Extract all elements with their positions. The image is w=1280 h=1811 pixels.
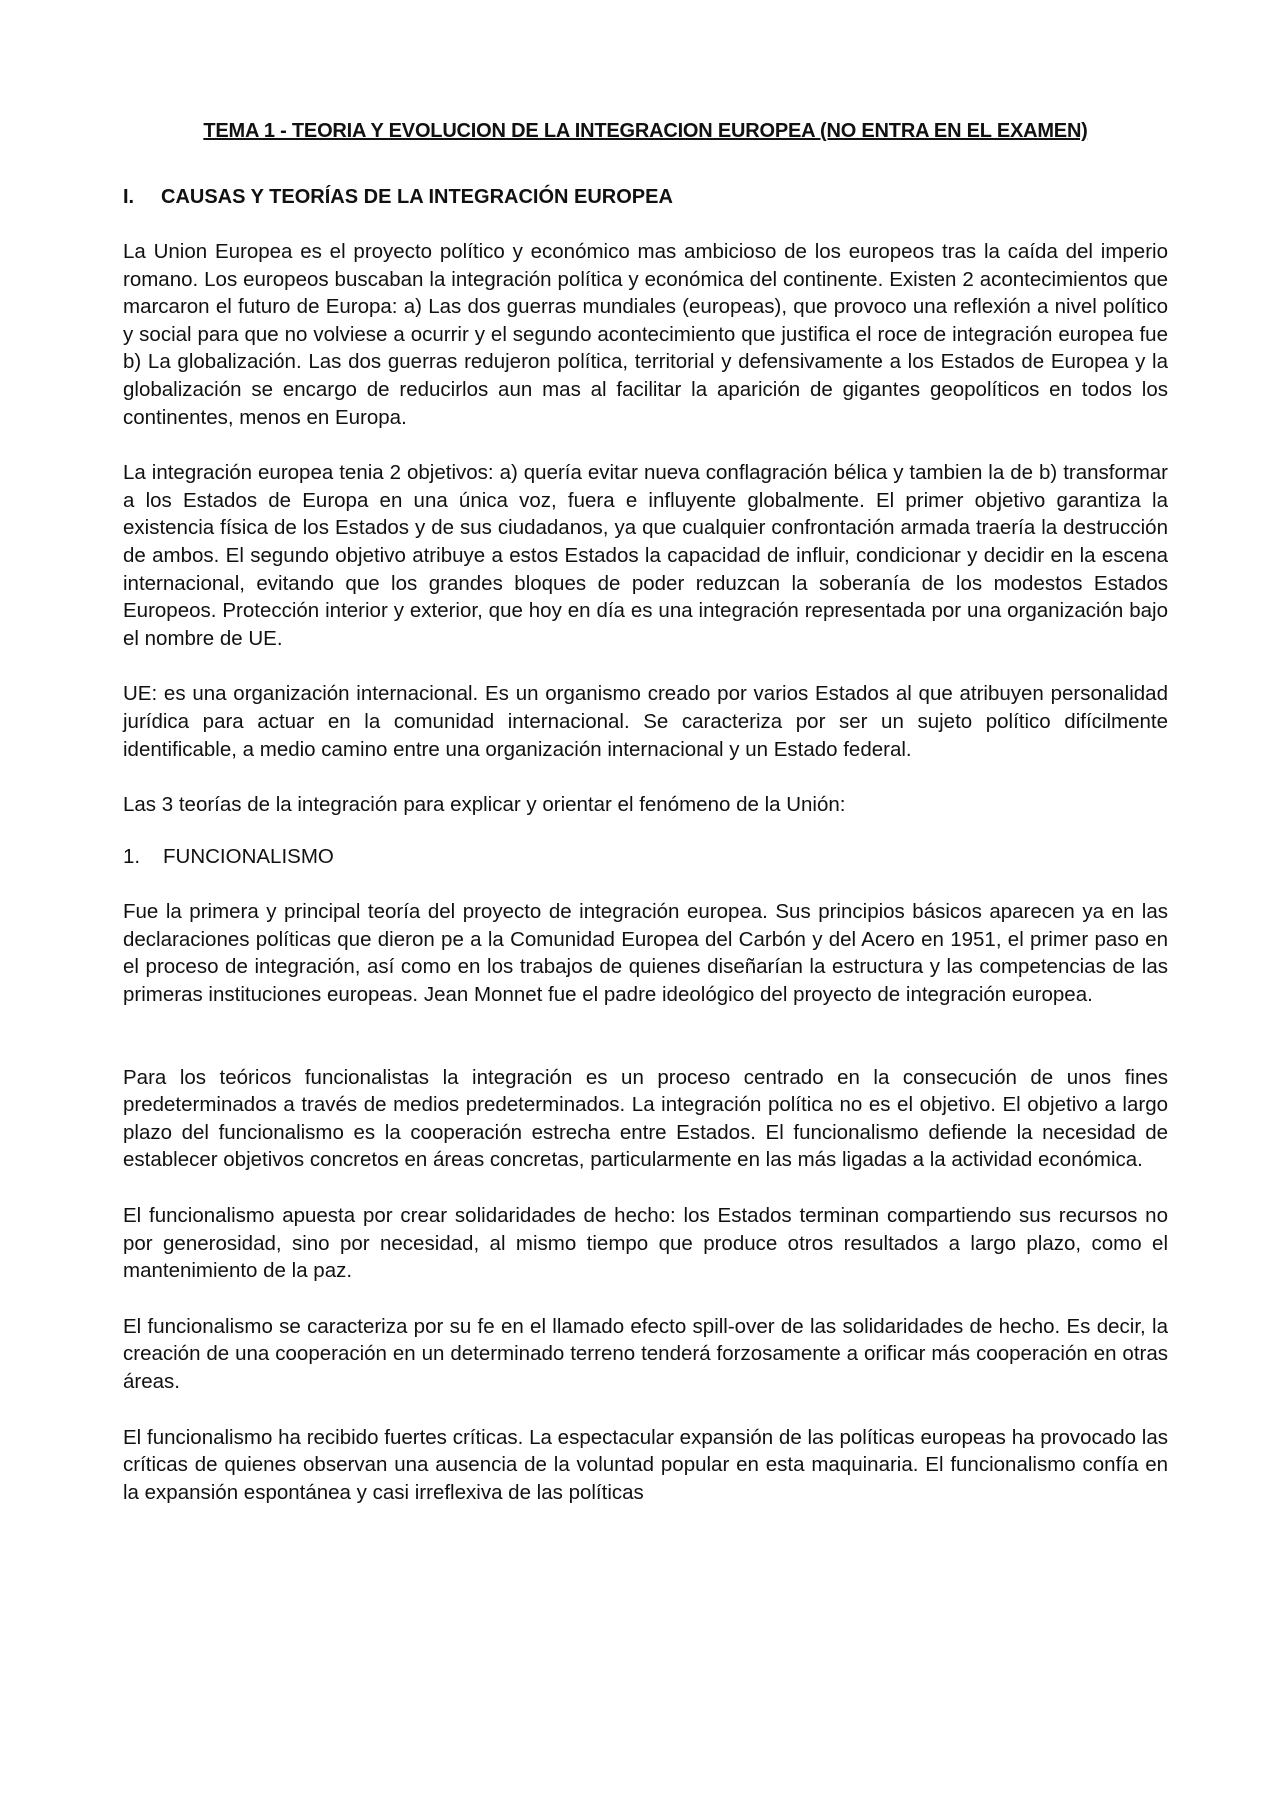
paragraph-funcionalismo-spillover: El funcionalismo se caracteriza por su fe en el llamado efecto spill-over de las solidaridades de hecho. Es decir, la creación de una cooperación en un determinado terreno tenderá forzosamente a orificar más cooperación en otras áreas.	[123, 1314, 1168, 1393]
paragraph-funcionalismo-solidarity: El funcionalismo apuesta por crear solidaridades de hecho: los Estados terminan compartiendo sus recursos no por generosidad, sino por necesidad, al mismo tiempo que produce otros resultados a largo plazo, como el mantenimiento de la paz.	[123, 1204, 1168, 1283]
document-title: TEMA 1 - TEORIA Y EVOLUCION DE LA INTEGRACION EUROPEA (NO ENTRA EN EL EXAMEN)	[203, 120, 1088, 142]
list-item-label: FUNCIONALISMO	[163, 844, 334, 868]
paragraph-intro: La Union Europea es el proyecto político y económico mas ambicioso de los europeos tras la caída del imperio romano. Los europeos buscaban la integración política y económica del continente. Existen 2 acontecimientos que marcaron el futuro de Europa: a) Las dos guerras mundiales (europeas), que provoco una reflexión a nivel político y social para que no volviese a ocurrir y el segundo acontecimiento que justifica el roce de integración europea fue b) La globalización. Las dos guerras redujeron política, territorial y defensivamente a los Estados de Europea y la globalización se encargo de reducirlos aun mas al facilitar la aparición de gigantes geopolíticos en todos los continentes, menos en Europa.	[123, 240, 1168, 429]
document-page	[123, 118, 1168, 1506]
section-number: I.	[123, 186, 135, 208]
paragraph-theories-intro: Las 3 teorías de la integración para explicar y orientar el fenómeno de la Unión:	[123, 793, 846, 817]
list-item-funcionalismo	[123, 843, 1168, 871]
paragraph-funcionalismo-criticism: El funcionalismo ha recibido fuertes críticas. La espectacular expansión de las políticas europeas ha provocado las críticas de quienes observan una ausencia de la voluntad popular en esta maquinaria. El funcionalismo confía en la expansión espontánea y casi irreflexiva de las políticas	[123, 1425, 1168, 1504]
paragraph-funcionalismo-process: Para los teóricos funcionalistas la integración es un proceso centrado en la consecución de unos fines predeterminados a través de medios predeterminados. La integración política no es el objetivo. El objetivo a largo plazo del funcionalismo es la cooperación estrecha entre Estados. El funcionalismo defiende la necesidad de establecer objetivos concretos en áreas concretas, particularmente en las más ligadas a la actividad económica.	[123, 1065, 1168, 1172]
list-item-number: 1.	[123, 844, 141, 868]
section-title: CAUSAS Y TEORÍAS DE LA INTEGRACIÓN EUROPEA	[161, 186, 673, 208]
paragraph-funcionalismo-origin: Fue la primera y principal teoría del proyecto de integración europea. Sus principios básicos aparecen ya en las declaraciones políticas que dieron pe a la Comunidad Europea del Carbón y del Acero en 1951, el primer paso en el proceso de integración, así como en los trabajos de quienes diseñarían la estructura y las competencias de las primeras instituciones europeas. Jean Monnet fue el padre ideológico del proyecto de integración europea.	[123, 900, 1168, 1007]
paragraph-ue-definition: UE: es una organización internacional. Es un organismo creado por varios Estados al que atribuyen personalidad jurídica para actuar en la comunidad internacional. Se caracteriza por ser un sujeto político difícilmente identificable, a medio camino entre una organización internacional y un Estado federal.	[123, 682, 1168, 761]
paragraph-objectives: La integración europea tenia 2 objetivos: a) quería evitar nueva conflagración bélica y tambien la de b) transformar a los Estados de Europa en una única voz, fuera e influyente globalmente. El primer objetivo garantiza la existencia física de los Estados y de sus ciudadanos, ya que cualquier confrontación armada traería la destrucción de ambos. El segundo objetivo atribuye a estos Estados la capacidad de influir, condicionar y decidir en la escena internacional, evitando que los grandes bloques de poder reduzcan la soberanía de los modestos Estados Europeos. Protección interior y exterior, que hoy en día es una integración representada por una organización bajo el nombre de UE.	[123, 461, 1168, 650]
section-heading	[123, 184, 1168, 210]
